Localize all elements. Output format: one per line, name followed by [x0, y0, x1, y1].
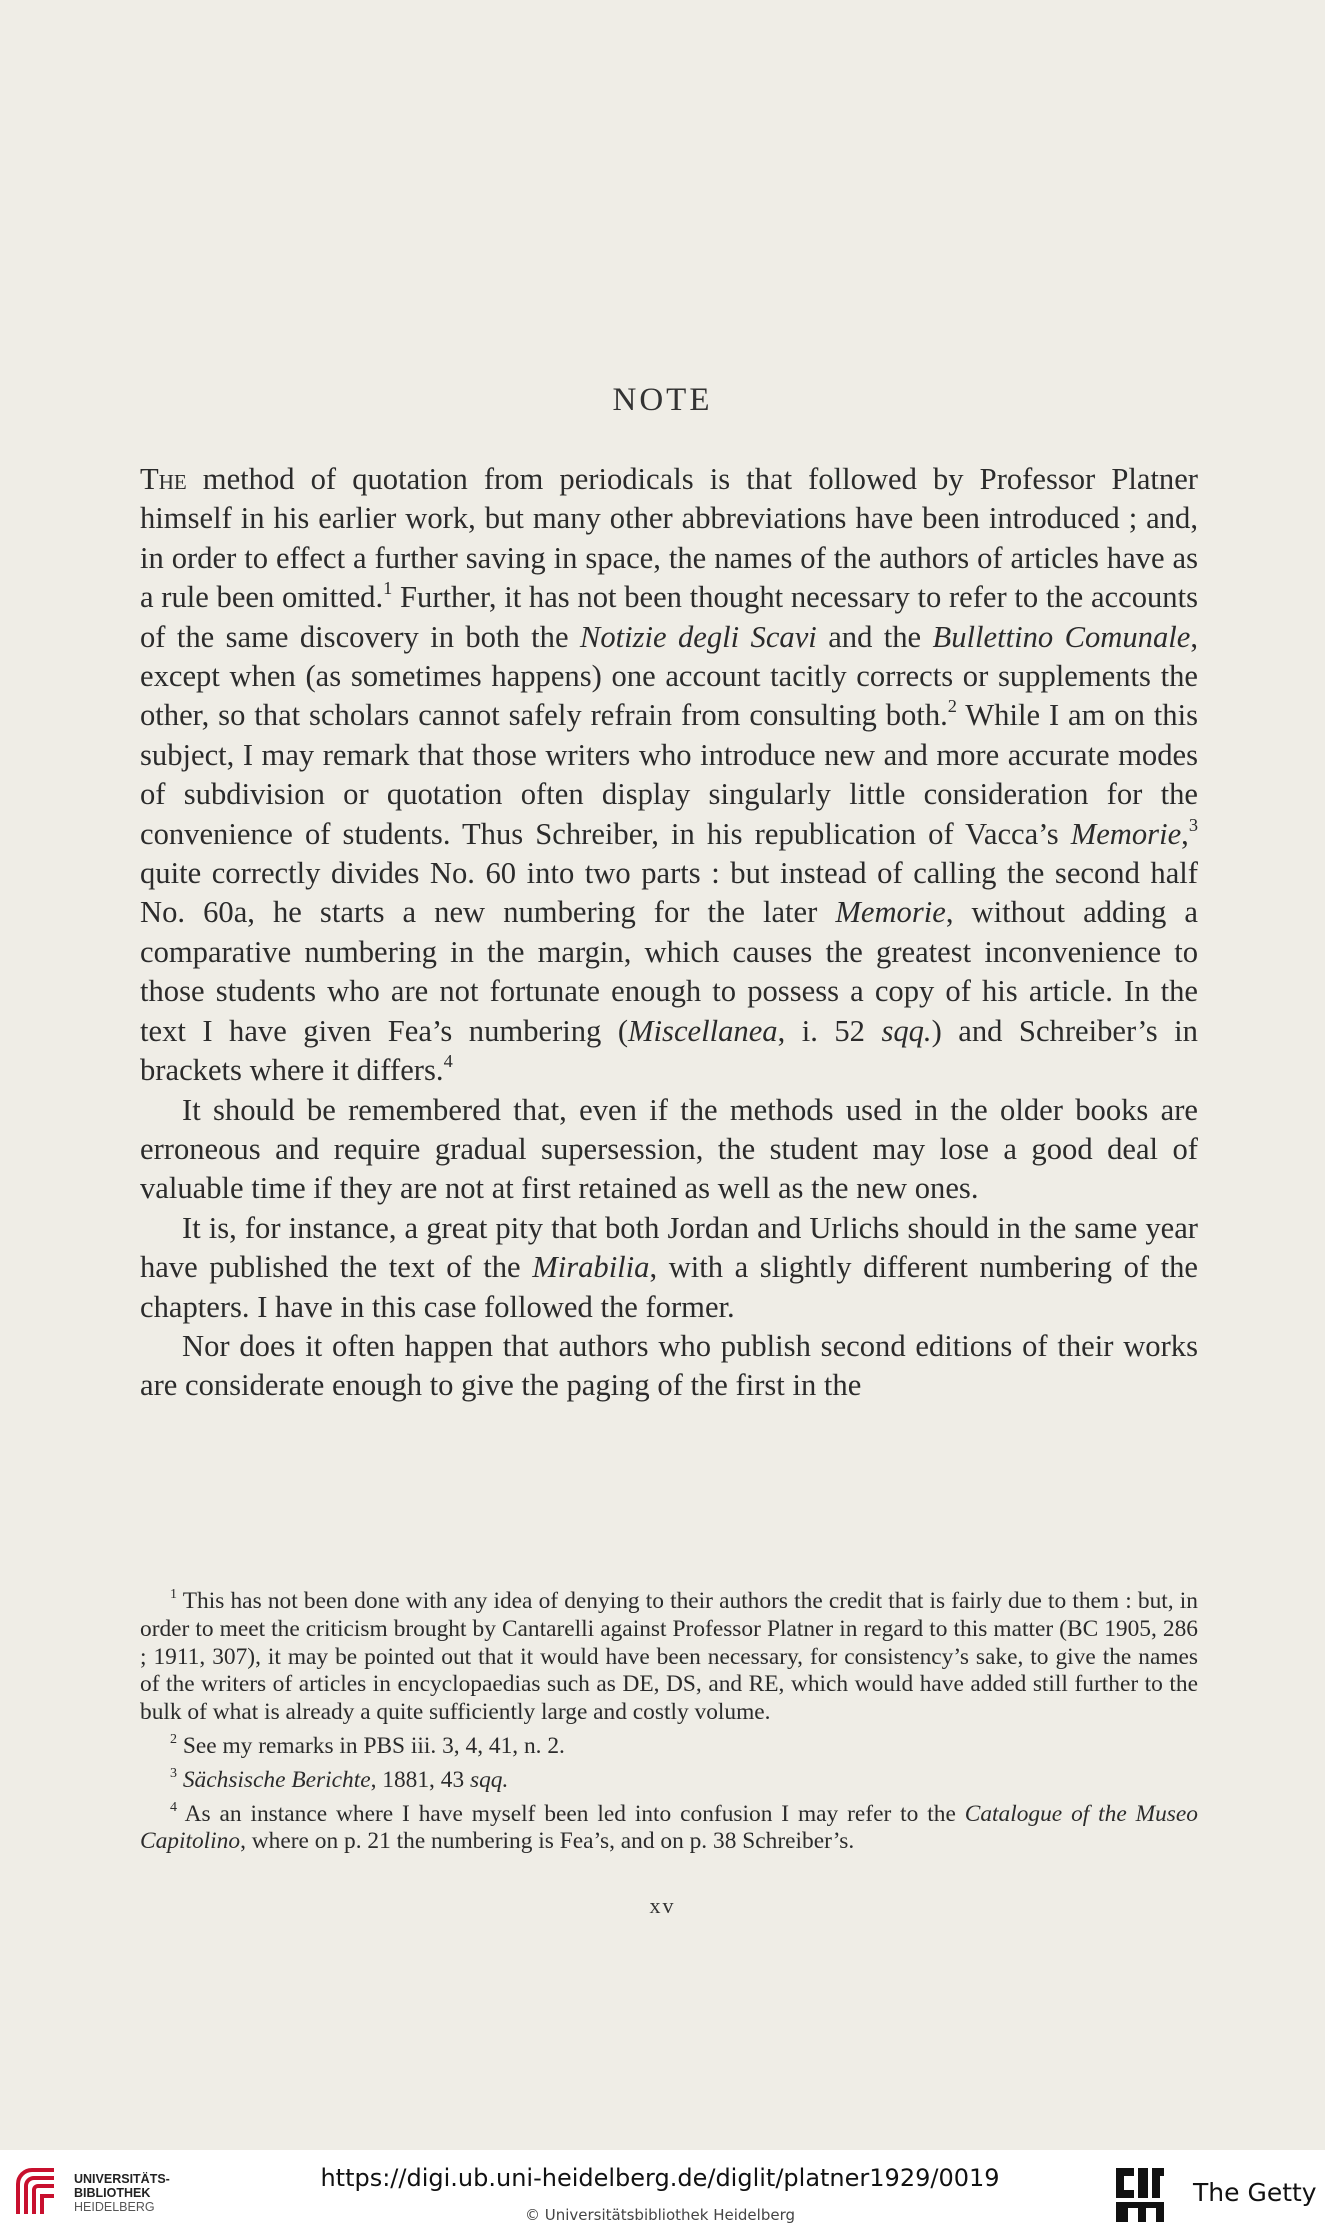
footnote-ref: 2 — [947, 696, 957, 717]
paragraph-3: It is, for instance, a great pity that both Jordan and Urlichs should in the same year have published the text of the Mirabilia, with a slightly different numbering of the chapters. I have in this case followed the former. — [140, 1210, 1198, 1324]
page-number: xv — [649, 1893, 676, 1918]
university-library-logo-icon — [14, 2166, 66, 2218]
footnote-ref: 3 — [1188, 814, 1198, 835]
footnotes — [140, 1588, 1198, 1856]
getty-name: The Getty — [1193, 2178, 1317, 2207]
library-name: UNIVERSITÄTS- BIBLIOTHEK HEIDELBERG — [74, 2172, 170, 2214]
page-title: NOTE — [612, 382, 713, 418]
footnote-ref: 1 — [383, 578, 393, 599]
paragraph-4: Nor does it often happen that authors who publish second editions of their works are considerate enough to give the paging of the first in the — [140, 1328, 1198, 1403]
footnote-3: $^3$ Sächsische Berichte, 1881, 43 sqq. — [170, 1764, 509, 1793]
paragraph-1: The method of quotation from periodicals is that followed by Professor Platner himself in his earlier work, but many other abbreviations have been introduced ; and, in order to effect a further saving in space, the names of the authors of articles have as a rule been omitted.$^1$ Further, it has not been thought necessary to refer to the accounts of the same discovery in both the Notizie degli Scavi and the Bullettino Comunale, except when (as sometimes happens) one account tacitly corrects or supplements the other, so that scholars cannot safely refrain from consulting both.$^2$ While I am on this subject, I may remark that those writers who introduce new and more accurate modes of subdivision or quotation often display singularly little consideration for the convenience of students. Thus Schreiber, in his republication of Vacca’s Memorie,$^3$ quite correctly divides No. 60 into two parts : but instead of calling the second half No. 60a, he starts a new numbering for the later Memorie, without adding a comparative numbering in the margin, which causes the greatest inconvenience to those students who are not fortunate enough to possess a copy of his article. In the text I have given Fea’s numbering (Miscellanea, i. 52 sqq.) and Schreiber’s in brackets where it differs.$^4$ — [140, 462, 1198, 1088]
footnote-1: $^1$ This has not been done with any idea of denying to their authors the credit that is fairly due to them : but, in order to meet the criticism brought by Cantarelli against Professor Platner in regard to this matter (BC 1905, 286 ; 1911, 307), it may be pointed out that it would have been necessary, for consistency’s sake, to give the names of the writers of articles in encyclopaedias such as DE, DS, and RE, which would have added still further to the bulk of what is already a quite sufficiently large and costly volume. — [140, 1586, 1198, 1726]
getty-logo-icon — [1112, 2164, 1182, 2226]
footnote-ref: 4 — [443, 1051, 453, 1072]
copyright-notice: © Universitätsbibliothek Heidelberg — [524, 2206, 795, 2224]
viewer-footer — [0, 2150, 1325, 2236]
footnote-4: $^4$ As an instance where I have myself been led into confusion I may refer to the Catalogue of the Museo Capitolino, where on p. 21 the numbering is Fea’s, and on p. 38 Schreiber’s. — [140, 1798, 1198, 1855]
body-text — [140, 460, 1198, 1406]
paragraph-2: It should be remembered that, even if the methods used in the older books are erroneous and require gradual supersession, the student may lose a good deal of valuable time if they are not at first retained as well as the new ones. — [140, 1092, 1198, 1206]
permalink-url[interactable]: https://digi.ub.uni-heidelberg.de/diglit/platner1929/0019 — [320, 2164, 1000, 2192]
footnote-2: $^2$ See my remarks in PBS iii. 3, 4, 41, n. 2. — [170, 1731, 565, 1759]
